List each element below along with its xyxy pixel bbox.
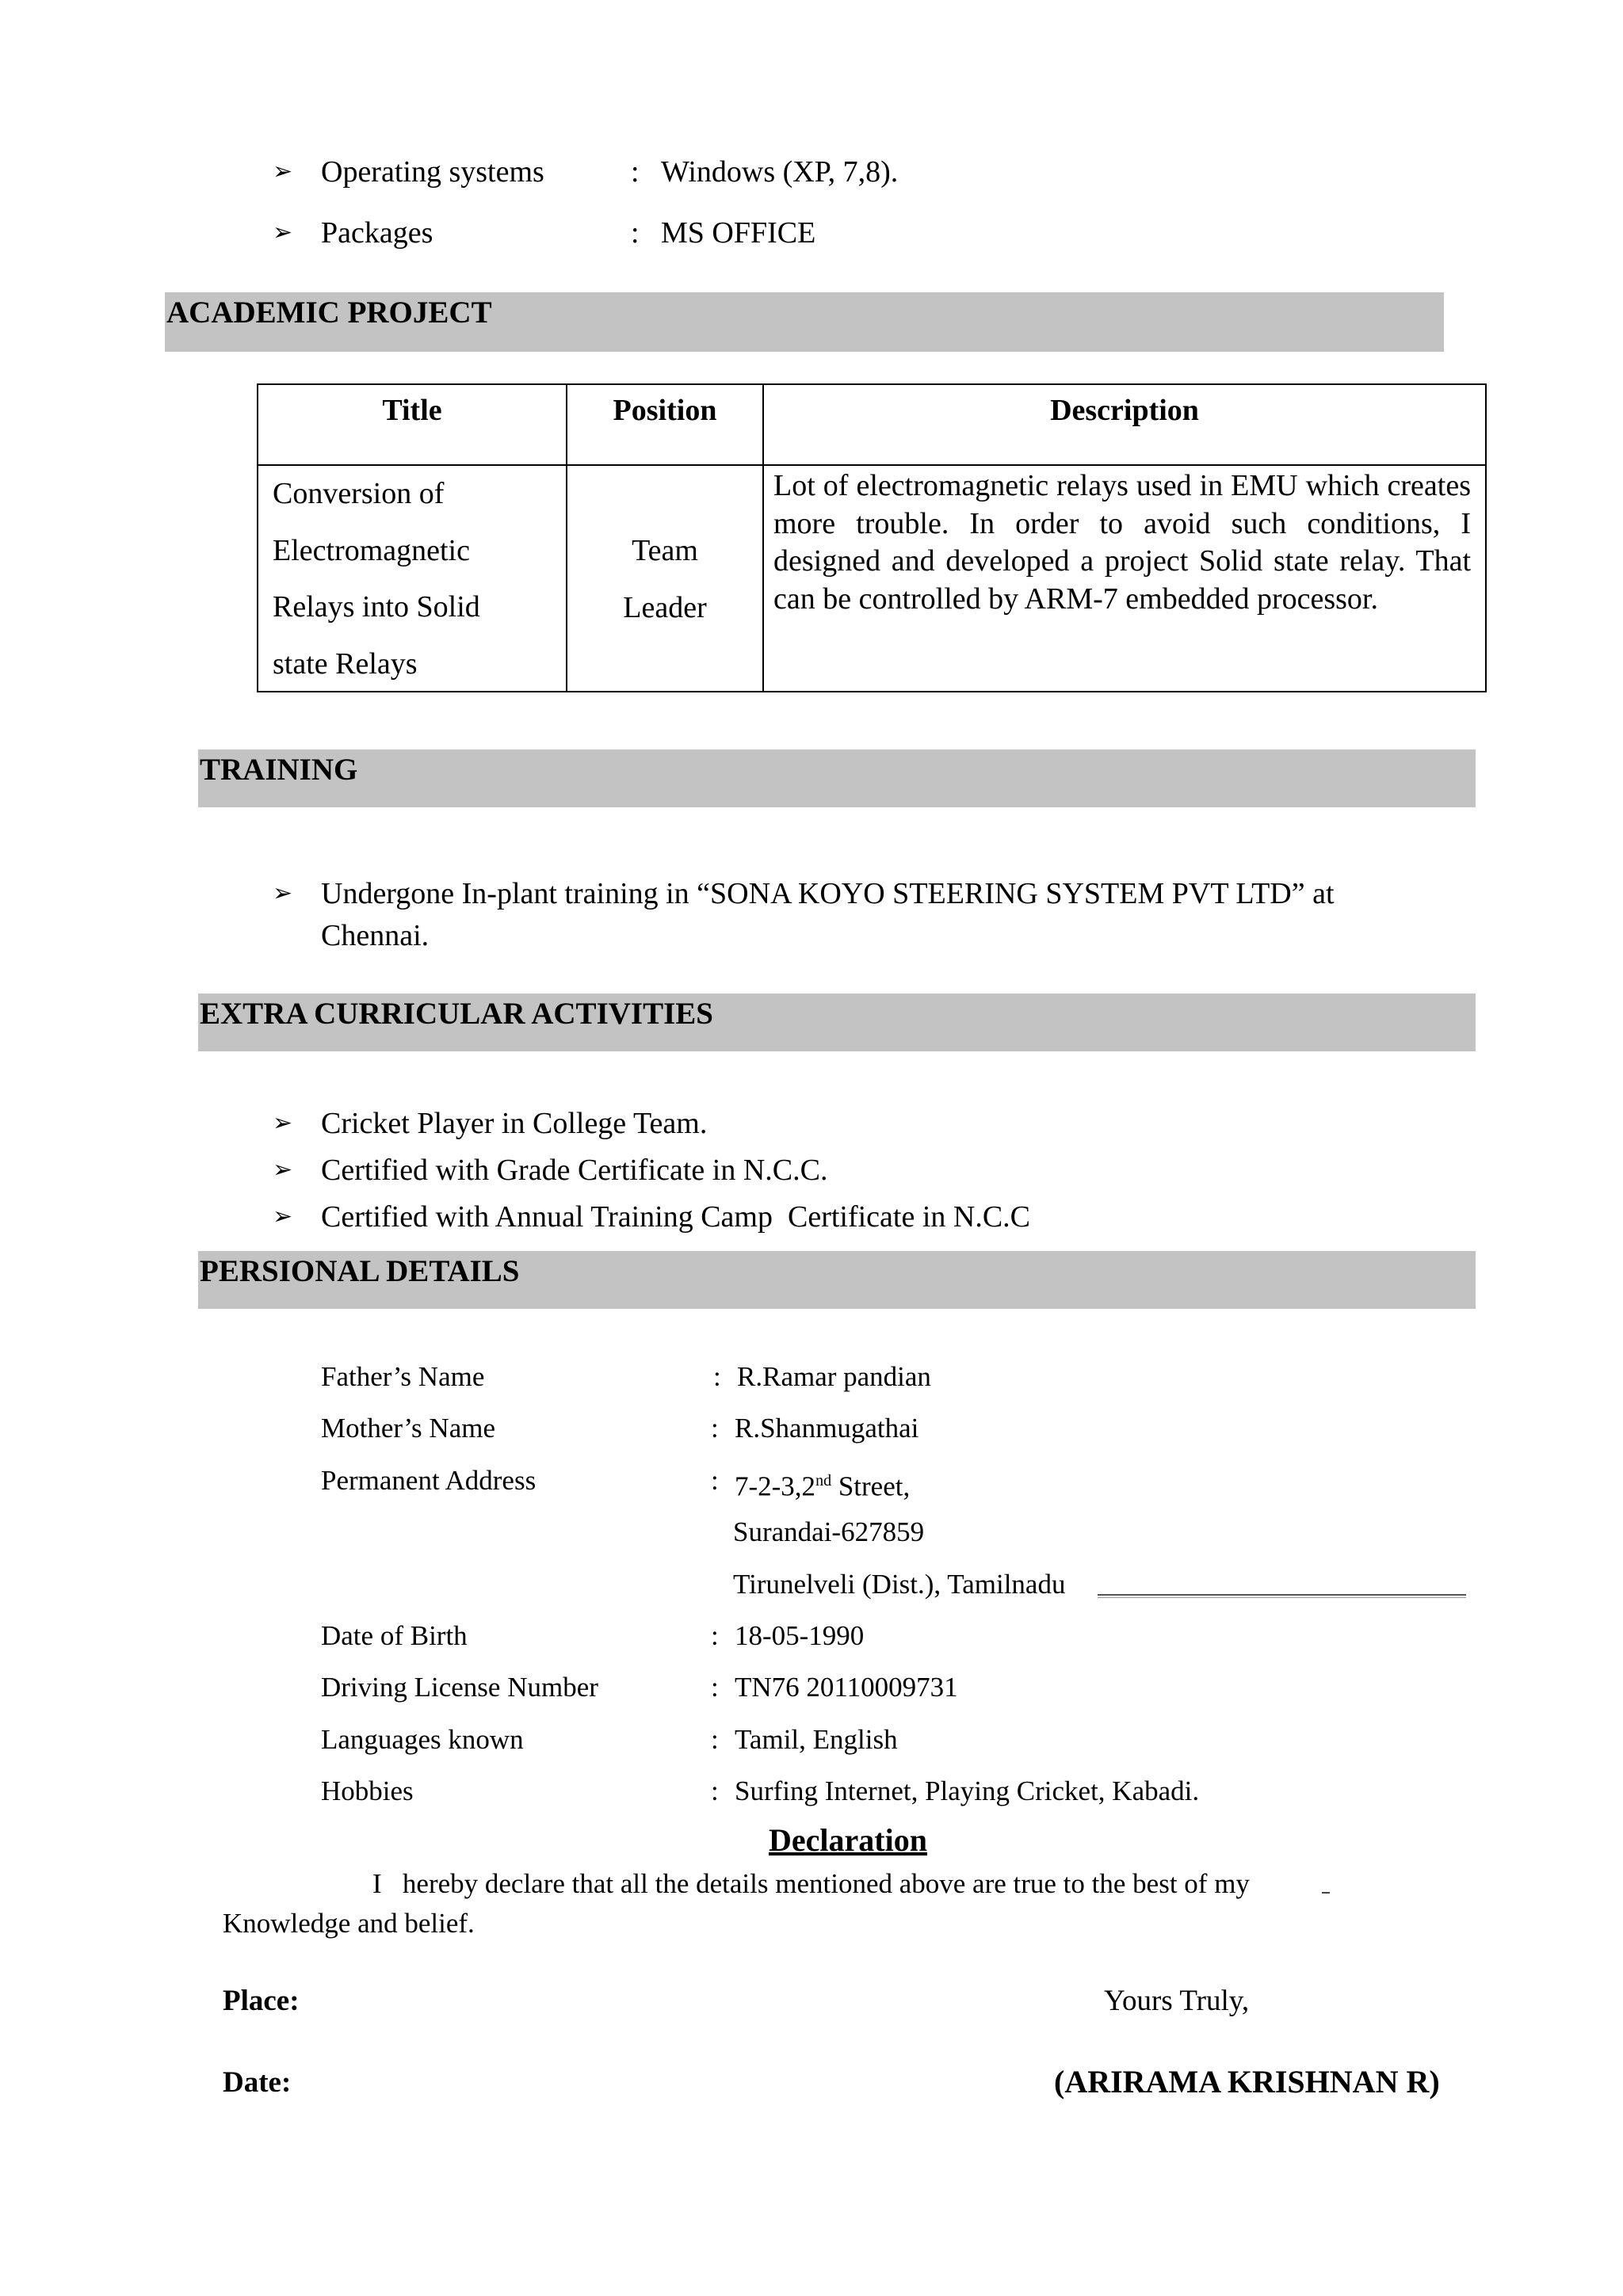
date-label: Date: (223, 2066, 292, 2099)
skill-row-os (273, 153, 1224, 191)
table-header-description: Description (1050, 394, 1199, 427)
colon: : (711, 1775, 719, 1806)
section-heading-academic-project (165, 292, 1444, 352)
place-label: Place: (223, 1985, 300, 2017)
list-item: ➢ Cricket Player in College Team. (273, 1104, 1461, 1142)
arrow-bullet-icon: ➢ (273, 1203, 293, 1230)
fathers-name-value: R.Ramar pandian (737, 1361, 931, 1392)
section-heading-text: ACADEMIC PROJECT (166, 296, 492, 330)
colon: : (713, 1361, 721, 1392)
table-header-title: Title (382, 394, 442, 427)
project-table (257, 383, 1487, 692)
address-line-3: Tirunelveli (Dist.), Tamilnadu (733, 1569, 1066, 1600)
underline-divider (1098, 1597, 1466, 1598)
table-cell-position: Team Leader (623, 534, 707, 624)
table-cell-title: Conversion of Electromagnetic Relays into Solid state Relays (273, 477, 480, 681)
skill-value: Windows (XP, 7,8). (661, 155, 899, 189)
address-line-2: Surandai-627859 (733, 1516, 925, 1547)
list-item: ➢ Certified with Annual Training Camp Certificate in N.C.C (273, 1198, 1461, 1236)
arrow-bullet-icon: ➢ (273, 219, 293, 246)
declaration-line-2: Knowledge and belief. (223, 1908, 475, 1939)
list-item: ➢ Certified with Grade Certificate in N.C.C. (273, 1151, 1461, 1189)
dob-value: 18-05-1990 (735, 1620, 865, 1651)
arrow-bullet-icon: ➢ (273, 880, 293, 906)
mothers-name-label: Mother’s Name (321, 1413, 495, 1444)
section-heading-personal-details (198, 1251, 1476, 1309)
colon: : (711, 1413, 719, 1444)
license-label: Driving License Number (321, 1672, 598, 1703)
colon: : (711, 1465, 719, 1496)
hobbies-value: Surfing Internet, Playing Cricket, Kabadi. (735, 1775, 1200, 1806)
colon: : (711, 1724, 719, 1755)
underline-mark (1322, 1892, 1330, 1894)
training-item: ➢ Undergone In-plant training in “SONA KOYO STEERING SYSTEM PVT LTD” at Chennai. (273, 875, 1493, 957)
closing-text: Yours Truly, (1104, 1985, 1250, 2017)
skill-row-packages (273, 214, 1224, 252)
section-heading-text: TRAINING (200, 753, 358, 787)
declaration-heading: Declaration (769, 1822, 927, 1858)
address-line-1: 7-2-3,2nd Street, (735, 1470, 911, 1502)
mothers-name-value: R.Shanmugathai (735, 1413, 919, 1444)
section-heading-text: EXTRA CURRICULAR ACTIVITIES (200, 997, 713, 1031)
dob-label: Date of Birth (321, 1620, 468, 1651)
address-label: Permanent Address (321, 1465, 537, 1496)
colon: : (711, 1620, 719, 1651)
skill-colon: : (631, 155, 640, 189)
table-cell-description: Lot of electromagnetic relays used in EMU which creates more trouble. In order to avoid such conditions, I designed and developed a project Solid state relay. That can be controlled by ARM-7 embedded processor. (773, 469, 1471, 616)
arrow-bullet-icon: ➢ (273, 158, 293, 185)
underline-divider (1098, 1594, 1466, 1596)
arrow-bullet-icon: ➢ (273, 1157, 293, 1183)
section-heading-text: PERSIONAL DETAILS (200, 1254, 520, 1288)
declaration-line-1: I hereby declare that all the details mentioned above are true to the best of my (372, 1868, 1250, 1899)
hobbies-label: Hobbies (321, 1775, 414, 1806)
license-value: TN76 20110009731 (735, 1672, 958, 1703)
languages-label: Languages known (321, 1724, 524, 1755)
section-heading-extra-curricular (198, 994, 1476, 1051)
section-heading-training (198, 749, 1476, 807)
fathers-name-label: Father’s Name (321, 1361, 485, 1392)
colon: : (711, 1672, 719, 1703)
skill-label: Packages (321, 216, 433, 250)
languages-value: Tamil, English (735, 1724, 898, 1755)
arrow-bullet-icon: ➢ (273, 1110, 293, 1136)
table-header-position: Position (613, 394, 717, 427)
skill-value: MS OFFICE (661, 216, 816, 250)
skill-colon: : (631, 216, 640, 250)
signature-name: (ARIRAMA KRISHNAN R) (1054, 2064, 1440, 2100)
skill-label: Operating systems (321, 155, 544, 189)
